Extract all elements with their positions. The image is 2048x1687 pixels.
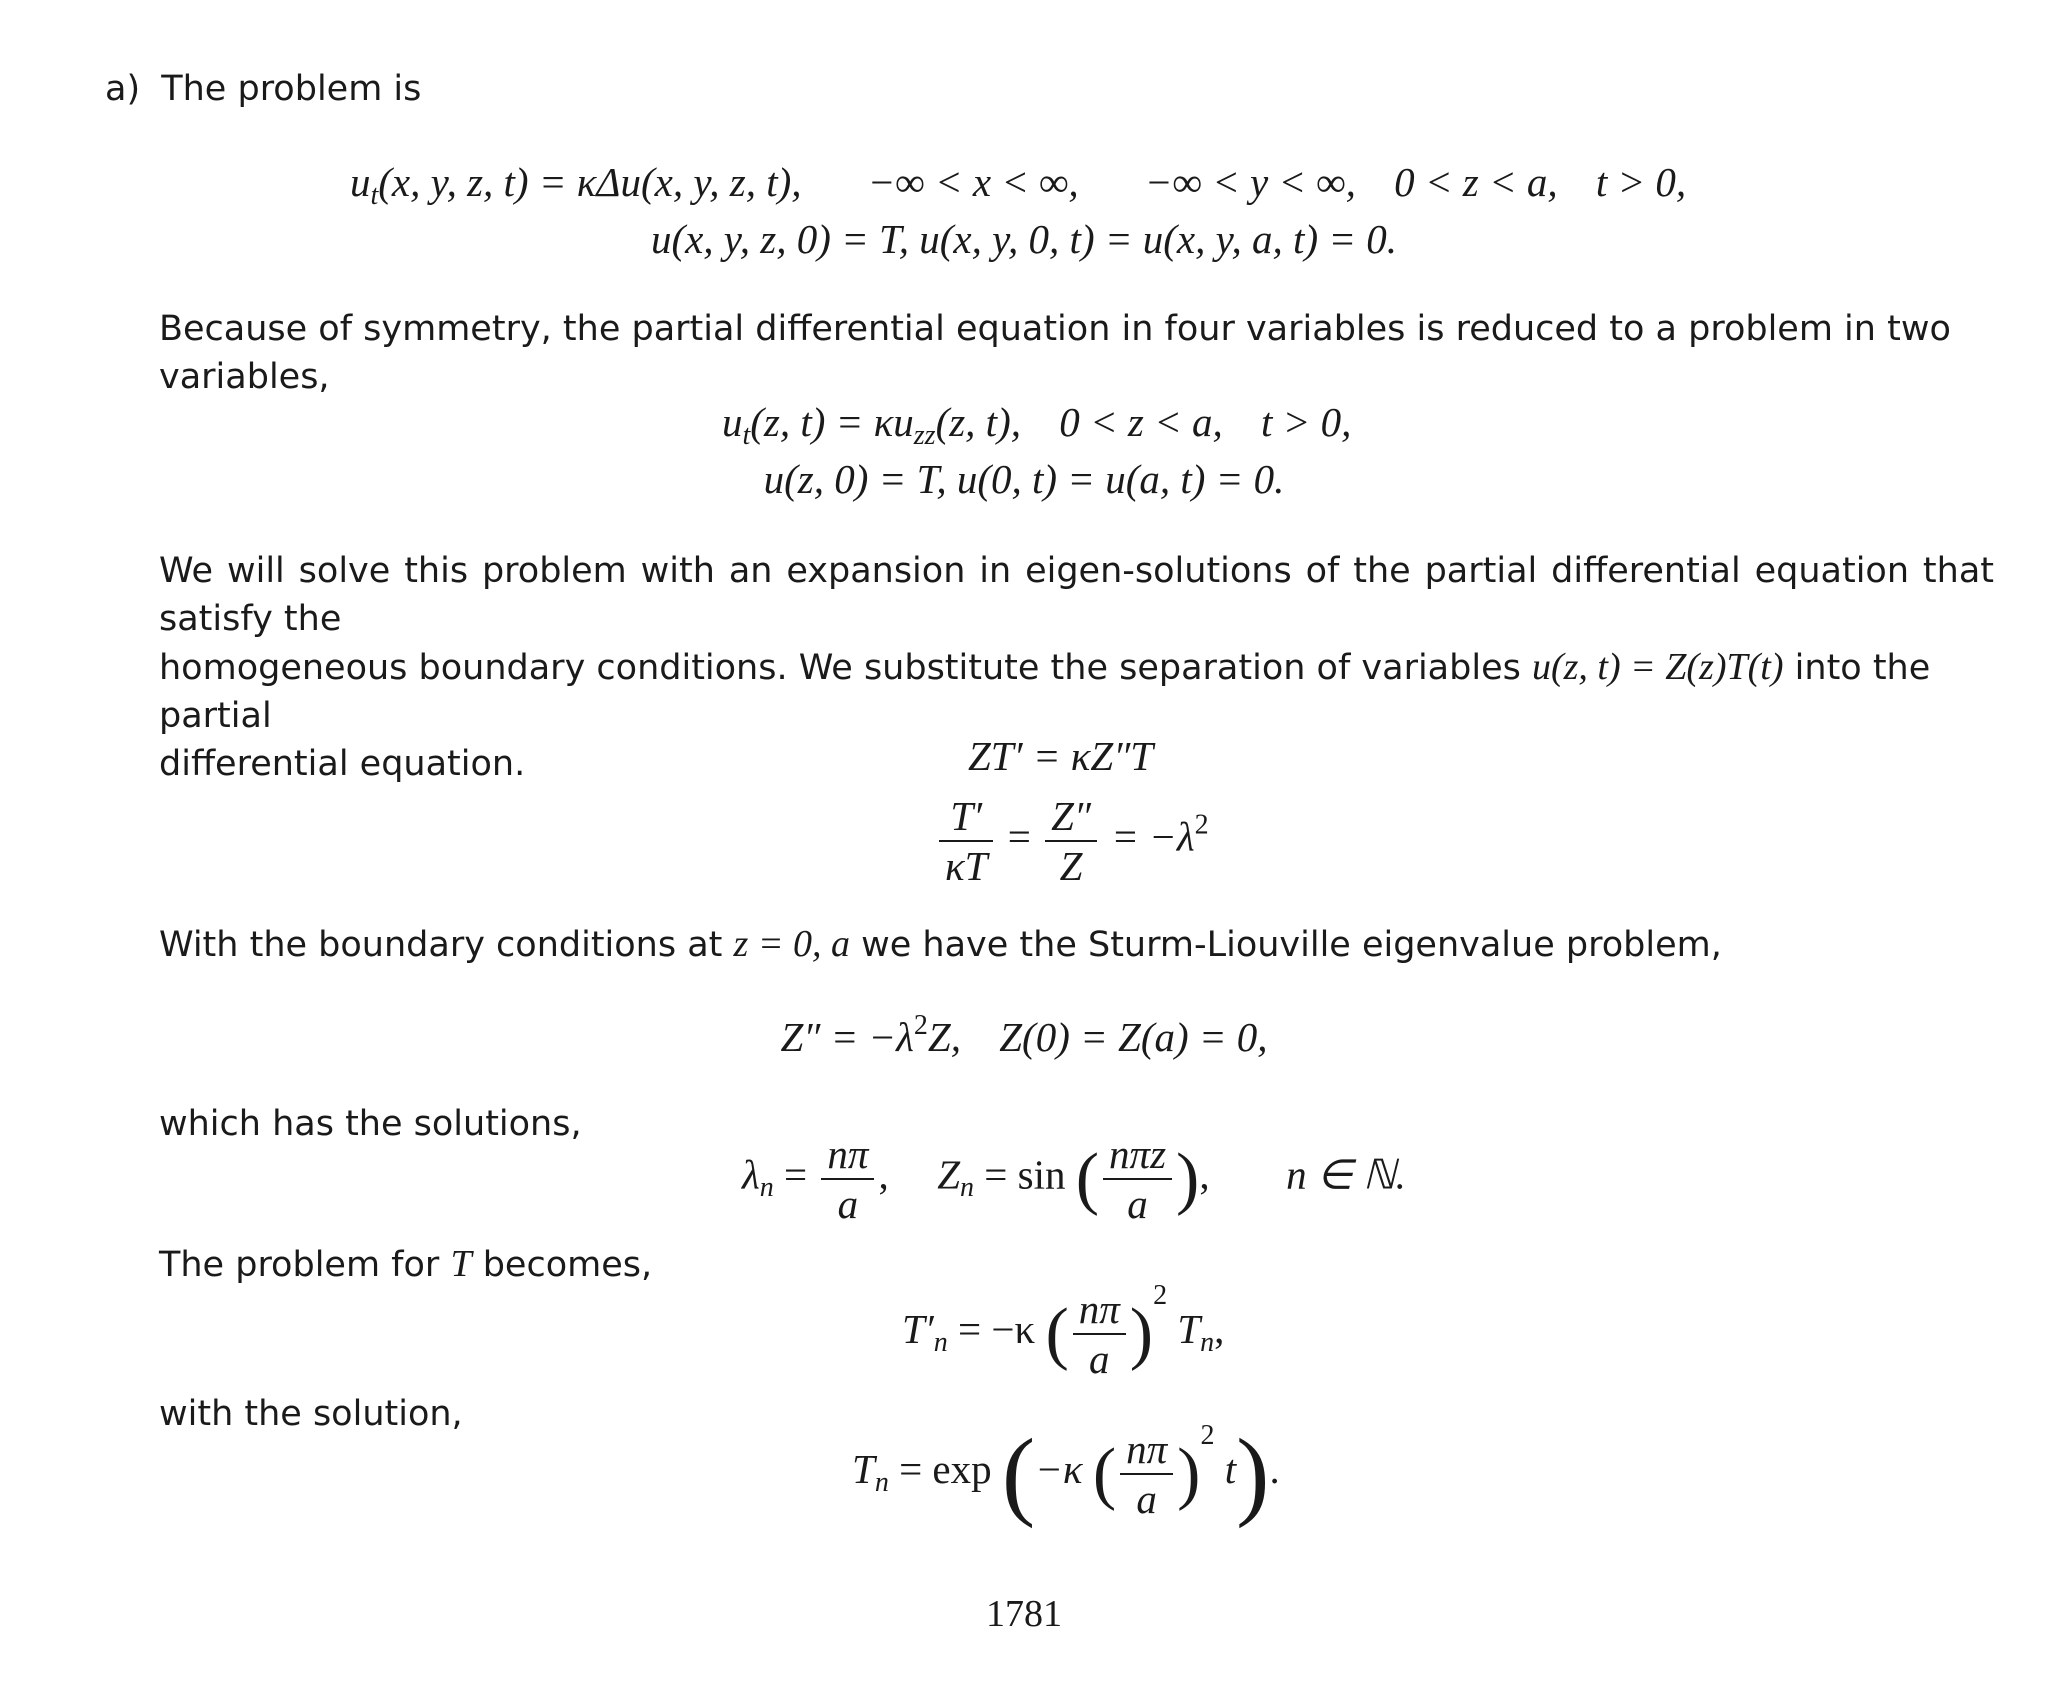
expansion-line-2b: into the partial	[159, 648, 1931, 736]
pde-3d-u: u	[350, 159, 371, 205]
sl-bcs: Z(0) = Z(a) = 0,	[999, 1013, 1268, 1060]
bc-paragraph	[159, 920, 1994, 969]
eigen-lambda: λ	[742, 1151, 760, 1198]
pde-3d-line2: u(x, y, z, 0) = T, u(x, y, 0, t) = u(x, y, a, t) = 0.	[650, 216, 1398, 262]
sep-frac1-num: T′	[939, 792, 993, 842]
sep-frac1-den: κT	[945, 843, 988, 889]
sep-frac2-den: Z	[1059, 843, 1083, 889]
t-sol-t: t	[1224, 1446, 1237, 1493]
t-ode-den: a	[1089, 1335, 1110, 1382]
t-math: T	[450, 1243, 472, 1285]
t-ode-rhs: T	[1177, 1306, 1201, 1353]
t-sol-exp: = exp	[899, 1446, 992, 1493]
expansion-line-3: differential equation.	[159, 744, 526, 784]
eigen-den: a	[837, 1181, 859, 1227]
t-ode-num: nπ	[1073, 1285, 1126, 1335]
pde-3d-line1: $u_t(x$, y, z, t) = κΔu(x, y, z, t), −∞ < x < ∞, −∞ < y < ∞, 0 < z < a, t > 0,	[350, 159, 1687, 211]
expansion-line-2	[159, 643, 1994, 740]
separation-eq1: ZT′ = κZ″T	[968, 733, 1154, 779]
pde-3d-x-range: −∞ < x < ∞,	[867, 159, 1079, 205]
bc-text-a: With the boundary conditions at	[159, 925, 723, 965]
separation-ansatz: u(z, t) = Z(z)T(t)	[1531, 646, 1784, 688]
eigen-num: nπ	[821, 1130, 874, 1180]
solution-text: with the solution,	[159, 1394, 463, 1434]
solutions-text: which has the solutions,	[159, 1104, 582, 1144]
pde-1d-line2: u(z, 0) = T, u(0, t) = u(a, t) = 0.	[763, 456, 1285, 502]
sep-rhs: = −λ	[1111, 813, 1195, 860]
sl-ode: Z″ = −λ	[780, 1013, 914, 1060]
t-ode-lhs: T′	[902, 1306, 934, 1353]
t-text-b: becomes,	[482, 1245, 653, 1285]
t-sol-kappa: −κ	[1035, 1446, 1083, 1493]
t-sol-num: nπ	[1120, 1425, 1173, 1475]
eigen-n-domain: n ∈ ℕ.	[1286, 1151, 1406, 1198]
eigen-sin-den: a	[1127, 1181, 1148, 1227]
eigen-solutions: $\lambda_n$ = $\frac{n\pi}{a}$ , $Z_n = \sin$ ( $\frac{\text{nπz}}{a}$ ), n ∈ ℕ.	[742, 1131, 1406, 1227]
pde-1d-equation: (z, t) = κu	[750, 399, 914, 445]
pde-1d-t-range: t > 0,	[1261, 399, 1352, 445]
eigen-Z: Z	[937, 1151, 960, 1198]
t-sol-den: a	[1136, 1475, 1157, 1522]
pde-3d-y-range: −∞ < y < ∞,	[1144, 159, 1356, 205]
eigen-sin-num: nπz	[1103, 1130, 1172, 1180]
part-letter: a)	[105, 69, 141, 109]
page-number: 1781	[986, 1593, 1062, 1635]
bc-math: z = 0, a	[733, 923, 850, 965]
pde-1d-line1: $u_t(z$, $t) = \kappa u_{zz}(z$, t), 0 < z < a, t > 0,	[722, 399, 1352, 451]
bc-text-b: we have the Sturm-Liouville eigenvalue problem,	[861, 925, 1722, 965]
pde-3d-z-range: 0 < z < a,	[1394, 159, 1558, 205]
t-text-a: The problem for	[159, 1245, 440, 1285]
pde-1d-z-range: 0 < z < a,	[1059, 399, 1223, 445]
sturm-liouville-eq: $Z'' = -\lambda^2Z$, Z(0) = Z(a) = 0,	[780, 1010, 1268, 1060]
pde-3d-t-range: t > 0,	[1595, 159, 1687, 205]
part-label	[105, 65, 421, 113]
intro-text: The problem is	[161, 69, 422, 109]
t-ode-mid: = −κ	[958, 1306, 1036, 1353]
pde-1d-equation-end: (z, t),	[935, 399, 1021, 445]
expansion-line-1: We will solve this problem with an expansion in eigen-solutions of the partial differential equation that satisfy the	[159, 551, 1994, 639]
expansion-line-2a: homogeneous boundary conditions. We substitute the separation of variables	[159, 648, 1521, 688]
t-sol-lhs: T	[852, 1446, 875, 1493]
t-ode: $T'_n = -\kappa$ ( $\frac{n\pi}{a}$ )$^2$ $T_n$,	[902, 1280, 1225, 1382]
separation-eq2: $\frac{T'}{\kappa T}$ = $\frac{Z''}{Z}$ = $-\lambda^2$	[935, 792, 1209, 890]
sl-ode-end: Z,	[927, 1013, 961, 1060]
t-solution: $T_n = \exp (-\kappa$ ( $\frac{n\pi}{a}$ )$^2$ t).	[852, 1417, 1280, 1529]
eigen-sin: sin	[1017, 1151, 1066, 1198]
sep-frac2-num: Z″	[1045, 792, 1097, 842]
symmetry-paragraph: Because of symmetry, the partial differential equation in four variables is reduced to a problem in two variables,	[159, 309, 1951, 397]
pde-3d-equation: (x, y, z, t) = κΔu(x, y, z, t),	[378, 159, 802, 205]
